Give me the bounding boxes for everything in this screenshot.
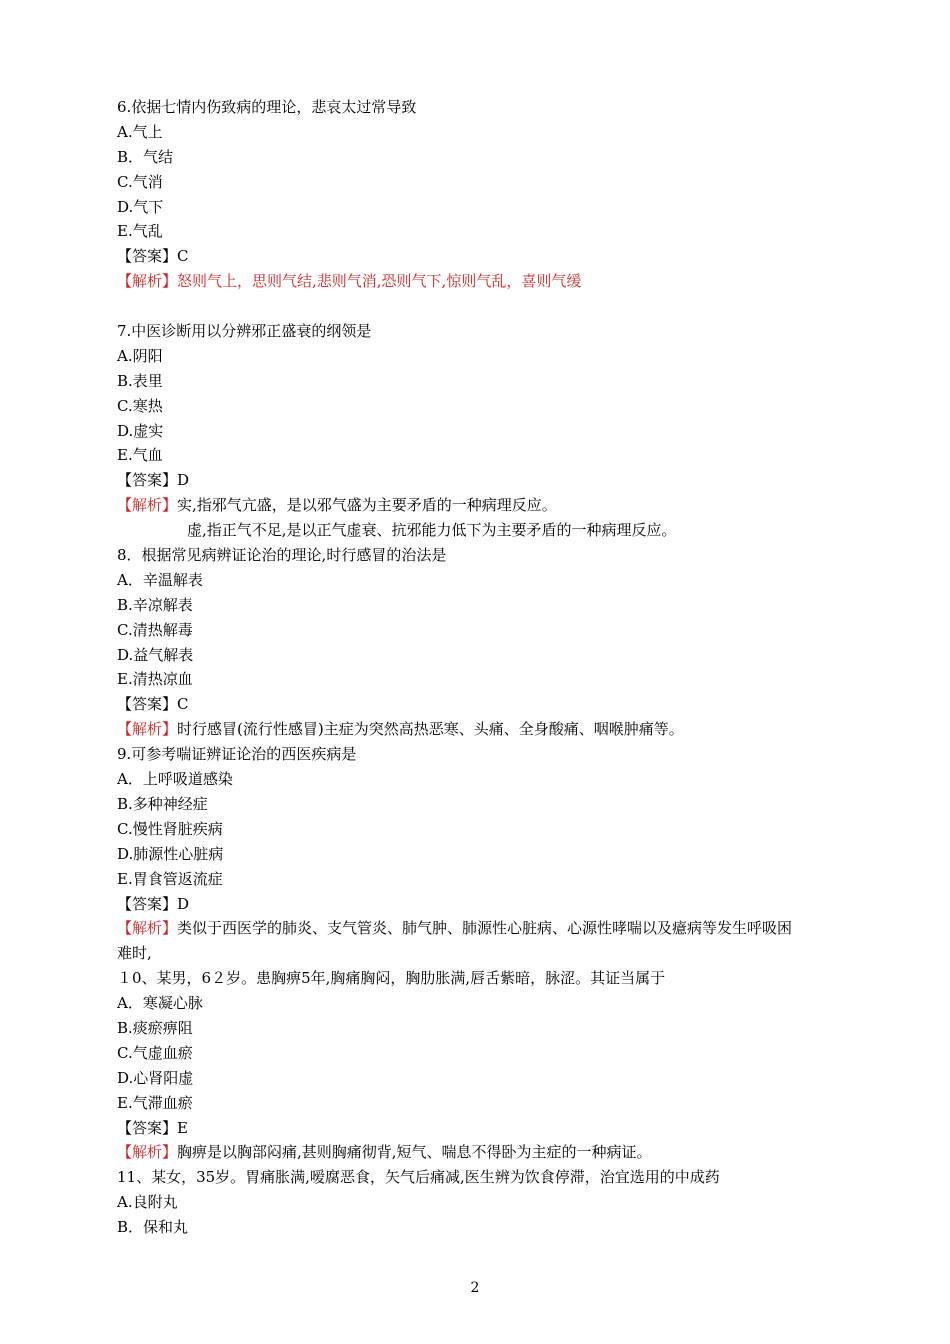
answer: 【答案】D	[117, 471, 190, 490]
question-7	[117, 319, 882, 543]
question-stem: 9.可参考喘证辨证论治的西医疾病是	[117, 745, 357, 764]
option-e: E.气血	[117, 446, 163, 465]
question-6	[117, 95, 882, 294]
question-stem: 8．根据常见病辨证论治的理论,时行感冒的治法是	[117, 546, 447, 565]
option-d: D.肺源性心脏病	[117, 844, 224, 863]
option-e: E.气乱	[117, 222, 163, 241]
option-c: C.慢性肾脏疾病	[117, 819, 223, 838]
analysis-label: 【解析】	[117, 720, 178, 739]
analysis-text: 类似于西医学的肺炎、支气管炎、肺气肿、肺源性心脏病、心源性哮喘以及癔病等发生呼吸困	[177, 919, 793, 938]
page-number: 2	[470, 1280, 480, 1296]
page-content	[117, 95, 882, 1240]
option-d: D.虚实	[117, 421, 164, 440]
analysis-text: 实,指邪气亢盛，是以邪气盛为主要矛盾的一种病理反应。	[177, 496, 557, 515]
option-c: C.清热解毒	[117, 620, 193, 639]
analysis	[117, 269, 882, 294]
analysis-text: 胸痹是以胸部闷痛,甚则胸痛彻背,短气、喘息不得卧为主症的一种病证。	[177, 1143, 652, 1162]
analysis	[117, 493, 882, 518]
analysis-label: 【解析】	[117, 919, 178, 938]
analysis-label: 【解析】	[117, 1143, 178, 1162]
question-stem: 11、某女，35岁。胃痛胀满,嗳腐恶食，矢气后痛减,医生辨为饮食停滞，治宜选用的中成药	[117, 1168, 720, 1187]
option-a: A.气上	[117, 122, 163, 141]
question-9	[117, 742, 882, 966]
question-8	[117, 543, 882, 742]
question-stem: 7.中医诊断用以分辨邪正盛衰的纲领是	[117, 322, 372, 341]
option-b: B.痰瘀痹阻	[117, 1018, 193, 1037]
answer: 【答案】C	[117, 695, 189, 714]
option-a: A.良附丸	[117, 1193, 178, 1212]
option-b: B．气结	[117, 147, 174, 166]
blank-line	[117, 294, 882, 319]
answer: 【答案】D	[117, 894, 190, 913]
option-a: A.阴阳	[117, 346, 163, 365]
analysis-label: 【解析】	[117, 496, 178, 515]
option-e: E.清热凉血	[117, 670, 193, 689]
option-a: A．辛温解表	[117, 570, 203, 589]
answer: 【答案】E	[117, 1118, 188, 1137]
option-d: D.气下	[117, 197, 164, 216]
option-c: C.寒热	[117, 396, 163, 415]
analysis-text: 怒则气上，思则气结,悲则气消,恐则气下,惊则气乱，喜则气缓	[177, 272, 582, 291]
analysis-continued: 难时,	[117, 944, 152, 963]
option-d: D.益气解表	[117, 645, 194, 664]
analysis-continued: 虚,指正气不足,是以正气虚衰、抗邪能力低下为主要矛盾的一种病理反应。	[187, 521, 677, 540]
option-e: E.胃食管返流症	[117, 869, 223, 888]
option-a: A．寒凝心脉	[117, 994, 203, 1013]
option-b: B.表里	[117, 371, 163, 390]
analysis	[117, 1140, 882, 1165]
analysis-text: 时行感冒(流行性感冒)主症为突然高热恶寒、头痛、全身酸痛、咽喉肿痛等。	[177, 720, 684, 739]
analysis	[117, 717, 882, 742]
question-stem: １0、某男，6２岁。患胸痹5年,胸痛胸闷，胸肋胀满,唇舌紫暗，脉涩。其证当属于	[117, 969, 666, 988]
option-c: C.气虚血瘀	[117, 1043, 193, 1062]
option-b: B.多种神经症	[117, 794, 208, 813]
option-b: B．保和丸	[117, 1218, 189, 1237]
analysis	[117, 916, 882, 941]
option-e: E.气滞血瘀	[117, 1093, 193, 1112]
question-10	[117, 966, 882, 1165]
answer: 【答案】C	[117, 247, 189, 266]
question-stem: 6.依据七情内伤致病的理论，悲哀太过常导致	[117, 98, 417, 116]
analysis-label: 【解析】	[117, 272, 178, 291]
option-d: D.心肾阳虚	[117, 1068, 194, 1087]
option-a: A．上呼吸道感染	[117, 770, 233, 789]
option-c: C.气消	[117, 172, 163, 191]
question-11	[117, 1165, 882, 1240]
option-b: B.辛凉解表	[117, 595, 193, 614]
